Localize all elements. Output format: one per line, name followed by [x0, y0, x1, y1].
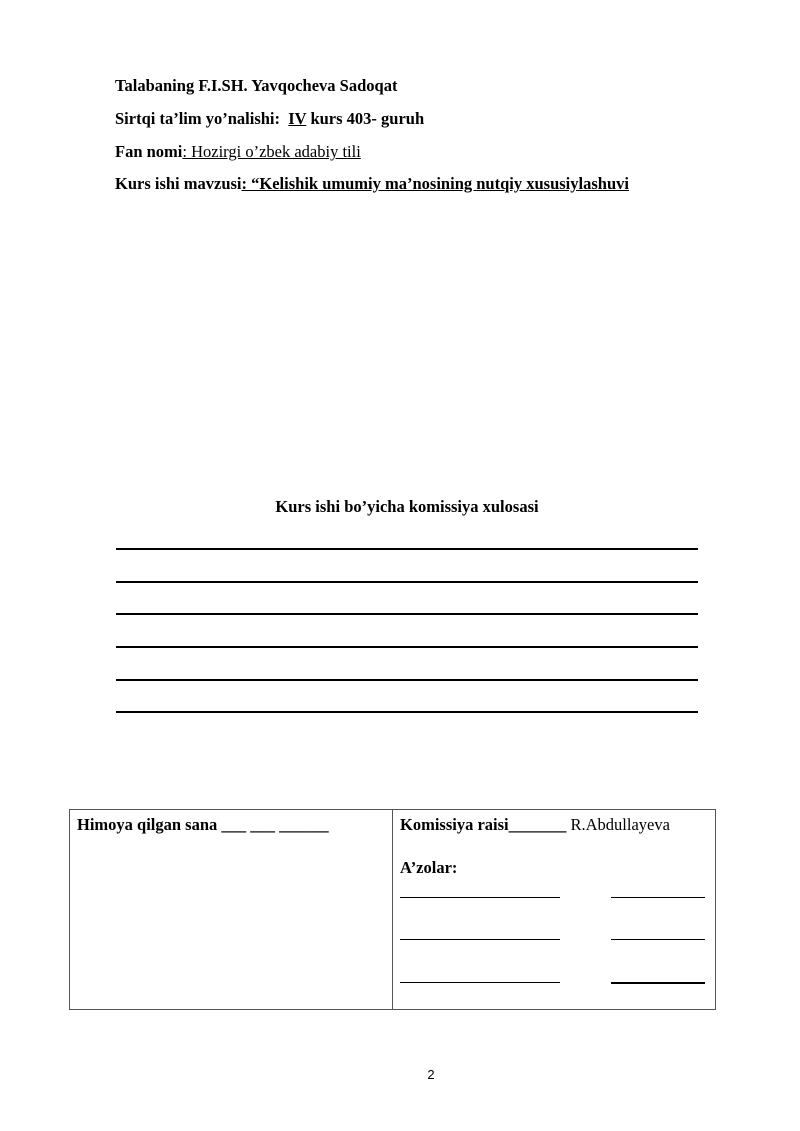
topic-label: Kurs ishi mavzusi [115, 174, 242, 193]
conclusion-blank-line [116, 646, 698, 648]
subject-value: : Hozirgi o’zbek adabiy tili [182, 142, 361, 161]
member-signature-line [611, 897, 705, 898]
conclusion-blank-line [116, 548, 698, 550]
member-name-line [400, 982, 560, 983]
course-group: kurs 403- guruh [310, 109, 425, 128]
member-signature-line [611, 939, 705, 940]
commission-chair-line [400, 815, 670, 835]
student-name: Yavqocheva Sadoqat [251, 76, 398, 95]
topic-line [115, 174, 629, 194]
commission-cell [393, 810, 716, 1010]
direction-line [115, 109, 424, 129]
student-name-line [115, 76, 397, 96]
commission-chair-label: Komissiya raisi_______ [400, 815, 567, 834]
members-label: A’zolar: [400, 858, 458, 877]
conclusion-blank-line [116, 613, 698, 615]
subject-label: Fan nomi [115, 142, 183, 161]
member-name-line [400, 897, 560, 898]
defense-date-label: Himoya qilgan sana ___ ___ ______ [77, 815, 329, 834]
conclusion-title: Kurs ishi bo’yicha komissiya xulosasi [275, 497, 539, 516]
subject-line [115, 142, 361, 162]
conclusion-blank-line [116, 679, 698, 681]
page-number: 2 [427, 1067, 435, 1082]
conclusion-blank-line [116, 581, 698, 583]
topic-value: : “Kelishik umumiy ma’nosining nutqiy xususiylashuvi [241, 174, 629, 193]
commission-chair-name: R.Abdullayeva [570, 815, 670, 834]
member-name-line [400, 939, 560, 940]
signature-table [69, 809, 716, 1010]
course-roman: IV [288, 109, 307, 128]
member-signature-line [611, 982, 705, 984]
defense-date-cell [70, 810, 393, 1010]
student-label: Talabaning F.I.SH. [115, 76, 248, 95]
direction-label: Sirtqi ta’lim yo’nalishi: [115, 109, 281, 128]
conclusion-blank-line [116, 711, 698, 713]
